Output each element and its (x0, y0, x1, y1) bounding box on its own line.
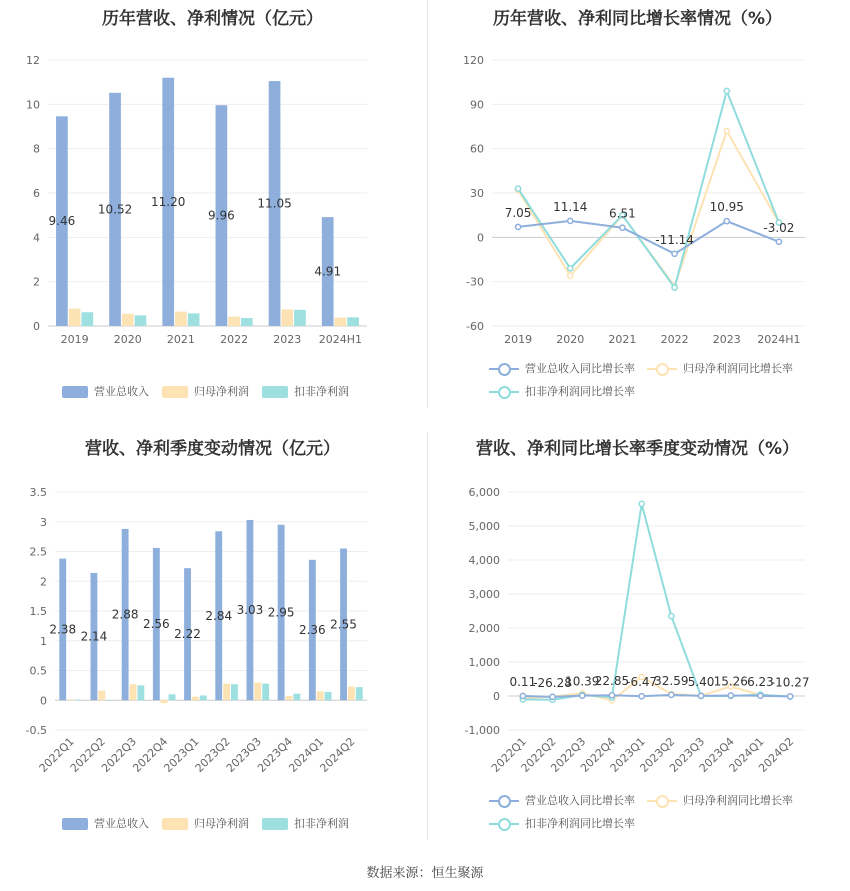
x-tick-label: 2022 (220, 333, 249, 346)
bar (188, 313, 200, 326)
x-tick-label: 2023 (712, 333, 741, 346)
data-label: -26.28 (533, 675, 572, 690)
data-label: 2.55 (330, 617, 357, 632)
data-label: 2.22 (174, 627, 201, 642)
data-label: 11.20 (151, 194, 186, 209)
data-point (669, 692, 674, 697)
chart-title: 历年营收、净利同比增长率情况（%） (492, 9, 783, 29)
bar (175, 312, 187, 326)
legend-swatch (489, 794, 519, 808)
data-point (568, 218, 573, 223)
y-tick-label: 4,000 (468, 554, 500, 567)
x-tick-label: 2024Q2 (317, 734, 358, 775)
quarter-line-chart (425, 430, 850, 810)
x-tick-label: 2022Q1 (36, 734, 77, 775)
data-label: 9.46 (48, 214, 76, 229)
data-point (639, 694, 644, 699)
y-tick-label: 3.5 (29, 486, 47, 499)
legend-item[interactable] (489, 815, 635, 831)
data-label: 10.39 (565, 674, 600, 689)
x-tick-label: 2023Q4 (255, 734, 296, 775)
data-label: 9.96 (208, 208, 235, 223)
data-point (669, 614, 674, 619)
data-point (724, 219, 729, 224)
bar (161, 700, 168, 703)
bar (347, 317, 359, 326)
annual-line-panel (425, 0, 850, 420)
legend (0, 383, 425, 403)
legend (425, 792, 850, 836)
legend-swatch (647, 794, 677, 808)
x-tick-label: 2023Q2 (192, 734, 233, 775)
x-tick-label: 2021 (608, 333, 637, 346)
x-tick-label: 2022 (660, 333, 689, 346)
data-label: 4.91 (314, 264, 342, 279)
y-tick-label: 0.5 (29, 664, 47, 678)
legend-label: 归母净利润同比增长率 (683, 362, 793, 375)
data-point (758, 693, 763, 698)
data-label: 22.85 (594, 674, 630, 689)
bar (200, 695, 207, 700)
y-tick-label: -0.5 (25, 724, 47, 737)
bar (317, 691, 324, 700)
y-tick-label: 60 (470, 142, 484, 156)
x-tick-label: 2023Q2 (637, 734, 678, 775)
legend-swatch (62, 818, 88, 830)
data-label: 3.03 (236, 603, 264, 618)
legend-item[interactable] (162, 815, 249, 831)
data-point (639, 501, 644, 506)
legend-swatch (489, 362, 519, 376)
legend-label: 营业总收入同比增长率 (525, 362, 635, 375)
x-tick-label: 2022Q2 (67, 734, 108, 775)
x-tick-label: 2024H1 (757, 333, 801, 346)
y-tick-label: 1 (40, 634, 47, 648)
legend (0, 815, 425, 835)
bar (106, 700, 113, 701)
x-tick-label: 2019 (60, 333, 89, 346)
quarter-bar-chart (0, 430, 425, 810)
legend-label: 扣非净利润 (294, 817, 349, 830)
annual-line-chart (425, 0, 850, 360)
data-label: -3.02 (763, 220, 795, 235)
data-point (580, 693, 585, 698)
y-tick-label: 2,000 (468, 622, 500, 635)
y-tick-label: 90 (470, 98, 484, 112)
legend-label: 营业总收入 (94, 385, 149, 398)
bar (75, 700, 82, 701)
bar (169, 694, 176, 700)
bar (135, 315, 147, 326)
data-point (672, 285, 677, 290)
legend-label: 扣非净利润同比增长率 (525, 385, 635, 398)
series-line (523, 504, 790, 700)
x-tick-label: 2023Q1 (161, 734, 202, 775)
legend-item[interactable] (489, 383, 635, 399)
data-point (568, 273, 573, 278)
legend-swatch (62, 386, 88, 398)
x-tick-label: 2023Q3 (667, 734, 708, 775)
data-label: 2.38 (49, 622, 77, 637)
legend-label: 扣非净利润 (294, 385, 349, 398)
y-tick-label: 0 (493, 690, 500, 703)
data-label: 15.26 (713, 674, 748, 689)
bar (356, 687, 363, 700)
y-tick-label: 2 (33, 275, 40, 289)
y-tick-label: 6 (33, 187, 40, 200)
data-label: 7.05 (504, 205, 532, 220)
y-tick-label: 0 (40, 694, 47, 708)
bar (348, 687, 355, 701)
x-tick-label: 2023Q3 (223, 734, 264, 775)
data-point (724, 128, 729, 133)
data-point (568, 266, 573, 271)
y-tick-label: 12 (26, 54, 40, 67)
data-label: 2.84 (205, 608, 233, 623)
legend-swatch (489, 385, 519, 399)
data-point (724, 88, 729, 93)
data-point (698, 693, 703, 698)
legend-item[interactable] (262, 815, 349, 831)
data-point (520, 693, 525, 698)
x-tick-label: 2022Q2 (518, 734, 559, 775)
annual-bar-panel (0, 0, 425, 420)
y-tick-label: 1.5 (29, 605, 47, 618)
x-tick-label: 2020 (556, 333, 585, 346)
y-tick-label: 1,000 (468, 656, 500, 669)
bar (294, 310, 306, 326)
chart-title: 历年营收、净利情况（亿元） (102, 9, 323, 29)
data-label: 10.95 (709, 200, 744, 215)
data-point (609, 693, 614, 698)
bar (137, 685, 144, 700)
legend-label: 归母净利润同比增长率 (683, 794, 793, 807)
y-tick-label: -30 (466, 275, 484, 289)
legend (425, 360, 850, 404)
x-tick-label: 2023Q1 (607, 734, 648, 775)
bar (67, 700, 74, 701)
data-label: 11.05 (257, 196, 292, 211)
x-tick-label: 2022Q4 (578, 734, 619, 775)
data-label: 6.23 (747, 674, 774, 689)
bar (254, 682, 261, 700)
x-tick-label: 2023 (273, 333, 302, 346)
bar (130, 684, 137, 700)
y-tick-label: 0 (477, 231, 484, 245)
y-tick-label: -1,000 (464, 724, 500, 737)
bar (122, 314, 134, 326)
y-tick-label: 10 (26, 98, 40, 112)
data-label: 5.40 (687, 674, 715, 689)
y-tick-label: 8 (33, 142, 40, 156)
data-label: 6.51 (609, 206, 636, 221)
data-label: 2.88 (111, 607, 139, 622)
data-label: -11.14 (655, 232, 694, 247)
quarter-bar-panel (0, 430, 425, 850)
x-tick-label: 2024Q2 (756, 734, 797, 775)
legend-swatch (262, 386, 288, 398)
data-point (515, 224, 520, 229)
y-tick-label: 120 (463, 54, 484, 67)
data-label: 11.14 (553, 199, 588, 214)
data-point (728, 693, 733, 698)
x-tick-label: 2022Q4 (130, 734, 171, 775)
bar (241, 318, 253, 326)
bar (192, 697, 199, 701)
data-label: -6.47 (626, 675, 658, 690)
legend-label: 营业总收入 (94, 817, 149, 830)
legend-item[interactable] (489, 792, 635, 808)
bar (98, 691, 105, 701)
x-tick-label: 2024H1 (318, 333, 363, 346)
data-point (788, 694, 793, 699)
legend-swatch (162, 818, 188, 830)
legend-item[interactable] (62, 815, 149, 831)
y-tick-label: 2.5 (29, 545, 47, 559)
legend-label: 扣非净利润同比增长率 (525, 817, 635, 830)
legend-swatch (262, 818, 288, 830)
y-tick-label: 5,000 (468, 520, 500, 533)
data-point (620, 225, 625, 230)
data-source: 数据来源：恒生聚源 (366, 866, 484, 881)
legend-label: 归母净利润 (194, 817, 249, 830)
y-tick-label: 4 (33, 231, 40, 245)
data-point (515, 186, 520, 191)
chart-title: 营收、净利同比增长率季度变动情况（%） (475, 439, 800, 459)
bar (231, 684, 238, 700)
legend-swatch (489, 817, 519, 831)
bar (262, 684, 269, 701)
legend-swatch (647, 362, 677, 376)
x-tick-label: 2020 (113, 333, 142, 346)
y-tick-label: -60 (466, 320, 484, 333)
y-tick-label: 0 (33, 320, 40, 333)
data-label: 10.52 (97, 202, 133, 217)
bar (286, 696, 293, 700)
data-label: 0.11 (509, 674, 537, 689)
bar (335, 318, 347, 326)
y-tick-label: 6,000 (468, 486, 500, 499)
legend-item[interactable] (647, 360, 793, 376)
bar (228, 317, 240, 326)
data-label: 2.56 (142, 617, 170, 632)
legend-swatch (162, 386, 188, 398)
legend-label: 营业总收入同比增长率 (525, 794, 635, 807)
bar (293, 694, 300, 701)
legend-item[interactable] (262, 383, 349, 399)
data-point (776, 239, 781, 244)
x-tick-label: 2022Q1 (488, 734, 529, 775)
data-label: 2.14 (80, 629, 108, 644)
y-tick-label: 3,000 (468, 588, 500, 601)
x-tick-label: 2023Q4 (696, 734, 737, 775)
data-label: 32.59 (654, 673, 689, 688)
y-tick-label: 30 (470, 187, 484, 200)
legend-item[interactable] (489, 360, 635, 376)
series-line (518, 91, 779, 288)
bar (325, 692, 332, 700)
legend-item[interactable] (62, 383, 149, 399)
bar (281, 309, 293, 326)
bar (223, 684, 230, 701)
legend-item[interactable] (647, 792, 793, 808)
legend-item[interactable] (162, 383, 249, 399)
legend-label: 归母净利润 (194, 385, 249, 398)
y-tick-label: 2 (40, 575, 47, 589)
x-tick-label: 2024Q1 (726, 734, 767, 775)
bar (69, 309, 81, 326)
x-tick-label: 2021 (166, 333, 195, 346)
bar (81, 312, 93, 326)
y-tick-label: 3 (40, 515, 47, 529)
chart-title: 营收、净利季度变动情况（亿元） (85, 439, 340, 459)
x-tick-label: 2019 (504, 333, 533, 346)
annual-bar-chart (0, 0, 425, 360)
x-tick-label: 2022Q3 (99, 734, 140, 775)
data-point (672, 251, 677, 256)
x-tick-label: 2024Q1 (286, 734, 327, 775)
data-label: -10.27 (770, 675, 810, 690)
quarter-line-panel (425, 430, 850, 850)
x-tick-label: 2022Q3 (548, 734, 589, 775)
data-label: 2.95 (267, 605, 295, 620)
data-point (550, 694, 555, 699)
data-label: 2.36 (298, 623, 326, 638)
